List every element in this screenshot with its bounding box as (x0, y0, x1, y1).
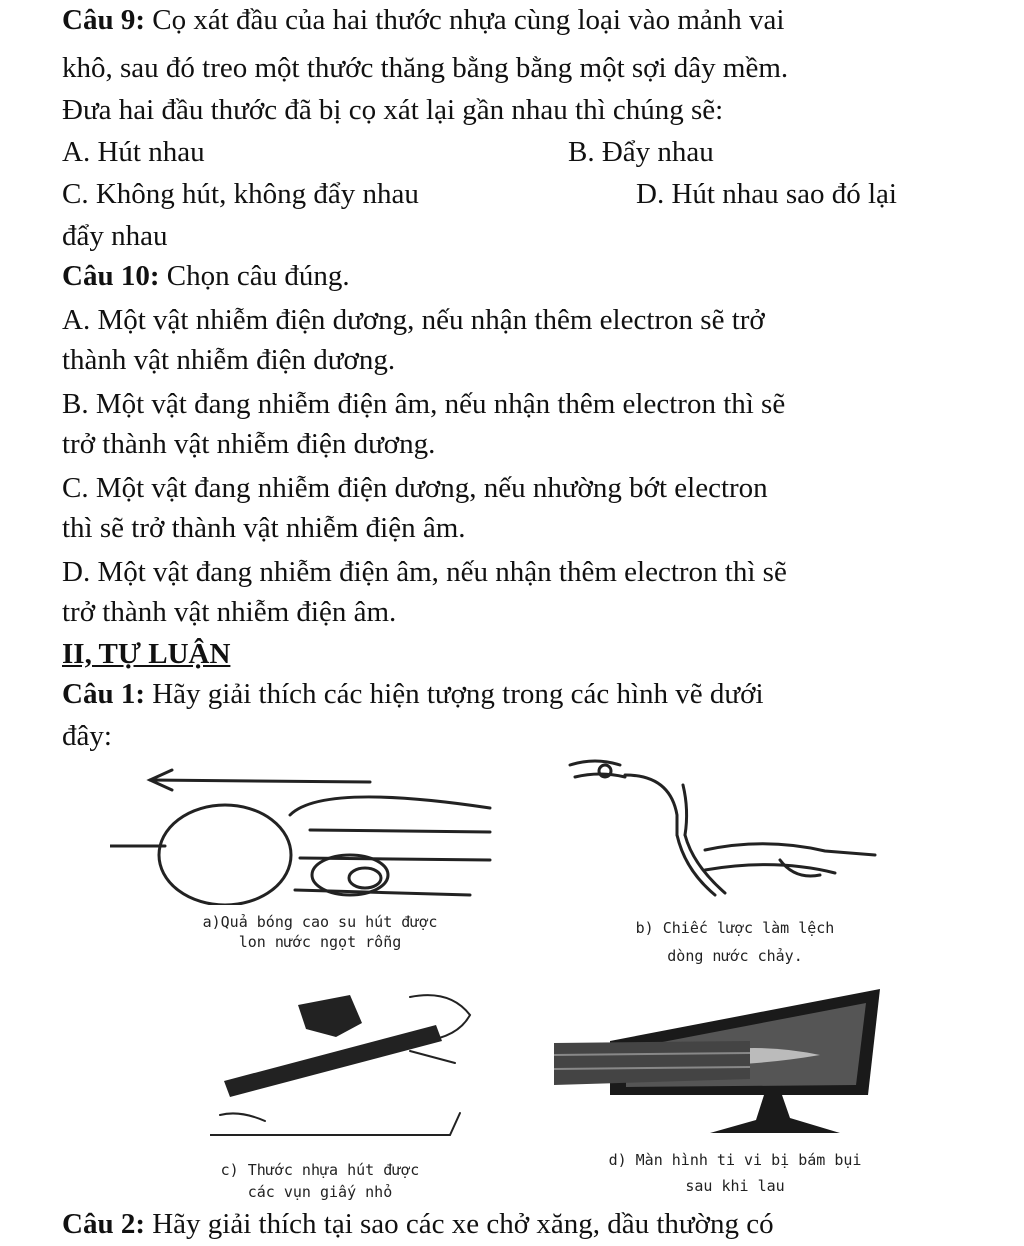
q9-text-1: Cọ xát đầu của hai thước nhựa cùng loại vào mảnh vai (152, 4, 785, 36)
q10-line-1 (62, 258, 350, 294)
q10-option-c-line-1: C. Một vật đang nhiễm điện dương, nếu nhường bớt electron (62, 472, 768, 504)
q9-line-1 (62, 2, 784, 38)
q10-option-b-line-1: B. Một vật đang nhiễm điện âm, nếu nhận thêm electron thì sẽ (62, 388, 786, 420)
q10-option-d-line-2: trở thành vật nhiễm điện âm. (62, 596, 397, 628)
q9-option-d-line-1: D. Hút nhau sao đó lại (636, 178, 897, 210)
q10-option-c-line-2: thì sẽ trở thành vật nhiễm điện âm. (62, 512, 466, 544)
figure-c-caption-line-2: các vụn giấy nhỏ (247, 1183, 393, 1201)
essay-q2-line-1 (62, 1206, 774, 1242)
q9-line-3: Đưa hai đầu thước đã bị cọ xát lại gần nhau thì chúng sẽ: (62, 94, 724, 126)
figure-d-caption-line-2: sau khi lau (685, 1177, 785, 1195)
q9-label: Câu 9: (62, 4, 145, 36)
q10-option-d-line-1: D. Một vật đang nhiễm điện âm, nếu nhận thêm electron thì sẽ (62, 556, 787, 588)
essay-q2-text: Hãy giải thích tại sao các xe chở xăng, dầu thường có (152, 1208, 774, 1240)
q10-text: Chọn câu đúng. (166, 260, 350, 292)
q9-option-c: C. Không hút, không đẩy nhau (62, 178, 419, 210)
essay-q2-label: Câu 2: (62, 1208, 145, 1240)
q9-option-b: B. Đẩy nhau (568, 136, 714, 168)
figure-a-caption-line-1: a)Quả bóng cao su hút được (202, 913, 438, 931)
figure-c-caption-line-1: c) Thước nhựa hút được (220, 1161, 420, 1179)
essay-q1-label: Câu 1: (62, 678, 145, 710)
figure-d-tv-screen (550, 985, 890, 1145)
q10-option-b-line-2: trở thành vật nhiễm điện dương. (62, 428, 436, 460)
q10-option-a-line-2: thành vật nhiễm điện dương. (62, 344, 396, 376)
q9-line-2: khô, sau đó treo một thước thăng bằng bằng một sợi dây mềm. (62, 52, 789, 84)
essay-q1-text-1: Hãy giải thích các hiện tượng trong các hình vẽ dưới (152, 678, 764, 710)
q10-option-a-line-1: A. Một vật nhiễm điện dương, nếu nhận thêm electron sẽ trở (62, 304, 765, 336)
figure-b-comb-water (565, 755, 885, 905)
figure-b-caption-line-1: b) Chiếc lược làm lệch (635, 919, 835, 937)
figure-a-caption-line-2: lon nước ngọt rỗng (238, 933, 402, 951)
q9-option-d-line-2: đẩy nhau (62, 220, 168, 252)
q10-label: Câu 10: (62, 260, 160, 292)
essay-q1-line-1 (62, 676, 764, 712)
figure-b-caption-line-2: dòng nước chảy. (667, 947, 803, 965)
section-heading: II, TỰ LUẬN (62, 638, 231, 670)
figure-a-balloon-can (110, 760, 500, 905)
figure-d-caption-line-1: d) Màn hình ti vi bị bám bụi (608, 1151, 862, 1169)
essay-q1-line-2: đây: (62, 720, 112, 752)
figure-c-ruler-paper (210, 985, 480, 1145)
q9-option-a: A. Hút nhau (62, 136, 205, 168)
